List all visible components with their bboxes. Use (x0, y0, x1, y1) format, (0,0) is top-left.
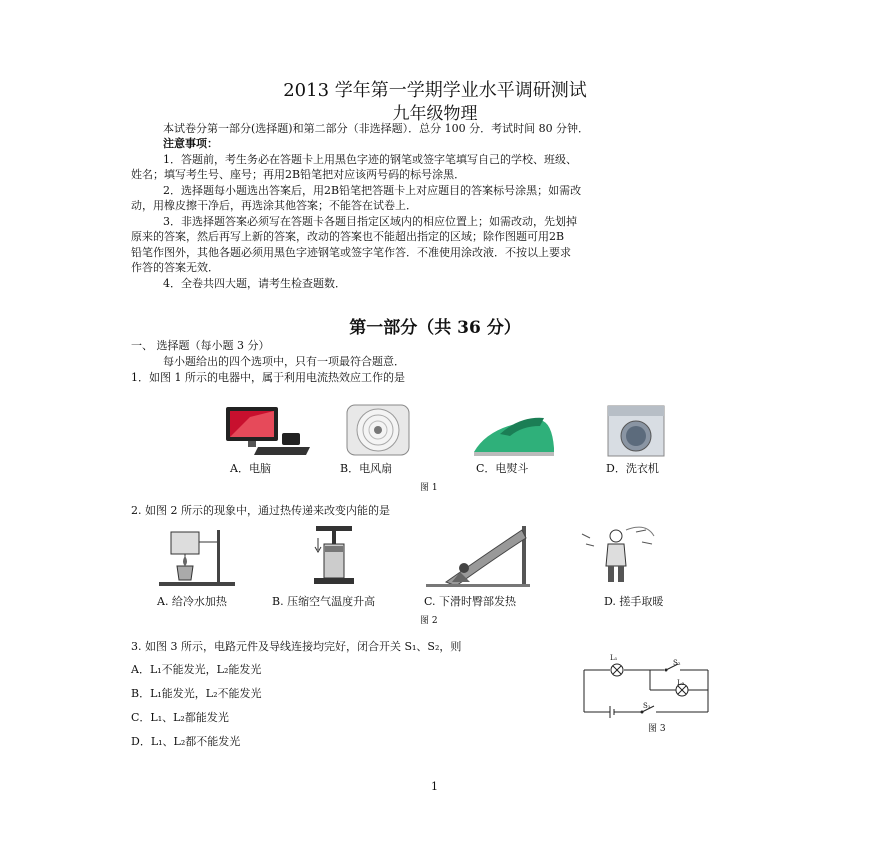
option-a: A．L₁不能发光，L₂能发光 (131, 663, 262, 676)
figure-3-caption: 图 3 (648, 724, 666, 734)
notice-line: 动，用橡皮擦干净后，再选涂其他答案；不能答在试卷上． (131, 199, 417, 212)
notice-line: 铅笔作图外，其他各题必须用黑色字迹钢笔或签字笔作答．不准使用涂改液．不按以上要求 (131, 246, 571, 259)
switch-s2-label: S₂ (673, 659, 681, 667)
notice-line: 4．全卷共四大题，请考生检查题数． (163, 277, 346, 290)
question-2-stem: 2. 如图 2 所示的现象中，通过热传递来改变内能的是 (131, 504, 390, 517)
exam-title: 2013 学年第一学期学业水平调研测试 (283, 80, 587, 101)
option-d: D．洗衣机 (606, 462, 659, 475)
notice-line: 1．答题前，考生务必在答题卡上用黑色字迹的钢笔或签字笔填写自己的学校、班级、 (163, 153, 577, 166)
notice-line: 原来的答案，然后再写上新的答案，改动的答案也不能超出指定的区域；除作图题可用2B (131, 230, 565, 243)
notice-heading: 注意事项： (163, 137, 218, 150)
option-c: C. 下滑时臀部发热 (424, 595, 517, 608)
notice-line: 2．选择题每小题选出答案后，用2B铅笔把答题卡上对应题目的答案标号涂黑；如需改 (163, 184, 582, 197)
rubbing-hands-illustration (576, 524, 656, 586)
computer-illustration (220, 405, 312, 457)
notice-line: 姓名；填写考生号、座号；再用2B铅笔把对应该两号码的标号涂黑． (131, 168, 466, 181)
lamp-l1-label: L₁ (610, 654, 618, 662)
air-compression-illustration (308, 524, 360, 590)
option-b: B．L₁能发光，L₂不能发光 (131, 687, 262, 700)
intro-text: 本试卷分第一部分(选择题)和第二部分（非选择题）．总分 100 分．考试时间 80 分钟． (163, 122, 590, 135)
page-number: 1 (431, 780, 438, 793)
option-b: B. 压缩空气温度升高 (272, 595, 376, 608)
option-a: A．电脑 (230, 462, 271, 475)
notice-line: 3．非选择题答案必须写在答题卡各题目指定区域内的相应位置上；如需改动，先划掉 (163, 215, 577, 228)
washing-machine-illustration (606, 404, 666, 458)
option-d: D．L₁、L₂都不能发光 (131, 735, 241, 748)
option-c: C．L₁、L₂都能发光 (131, 711, 229, 724)
figure-1-caption: 图 1 (420, 483, 438, 493)
section-heading: 一、 选择题（每小题 3 分） (131, 339, 270, 352)
heating-water-illustration (157, 526, 237, 588)
option-d: D. 搓手取暖 (604, 595, 664, 608)
lamp-l2-label: L₂ (677, 679, 685, 687)
figure-2-caption: 图 2 (420, 616, 438, 626)
electric-fan-illustration (343, 403, 413, 459)
question-1-stem: 1．如图 1 所示的电器中，属于利用电流热效应工作的是 (131, 371, 405, 384)
switch-s1-label: S₁ (643, 702, 651, 710)
section-instruction: 每小题给出的四个选项中，只有一项最符合题意． (163, 355, 405, 368)
electric-iron-illustration (470, 412, 558, 458)
exam-subtitle: 九年级物理 (392, 104, 478, 124)
option-a: A. 给冷水加热 (157, 595, 227, 608)
notice-line: 作答的答案无效． (131, 261, 219, 274)
question-3-stem: 3. 如图 3 所示，电路元件及导线连接均完好，闭合开关 S₁、S₂，则 (131, 640, 462, 653)
option-c: C．电熨斗 (476, 462, 529, 475)
slide-illustration (426, 524, 530, 588)
part-one-title: 第一部分（共 36 分） (349, 318, 521, 338)
option-b: B．电风扇 (340, 462, 393, 475)
